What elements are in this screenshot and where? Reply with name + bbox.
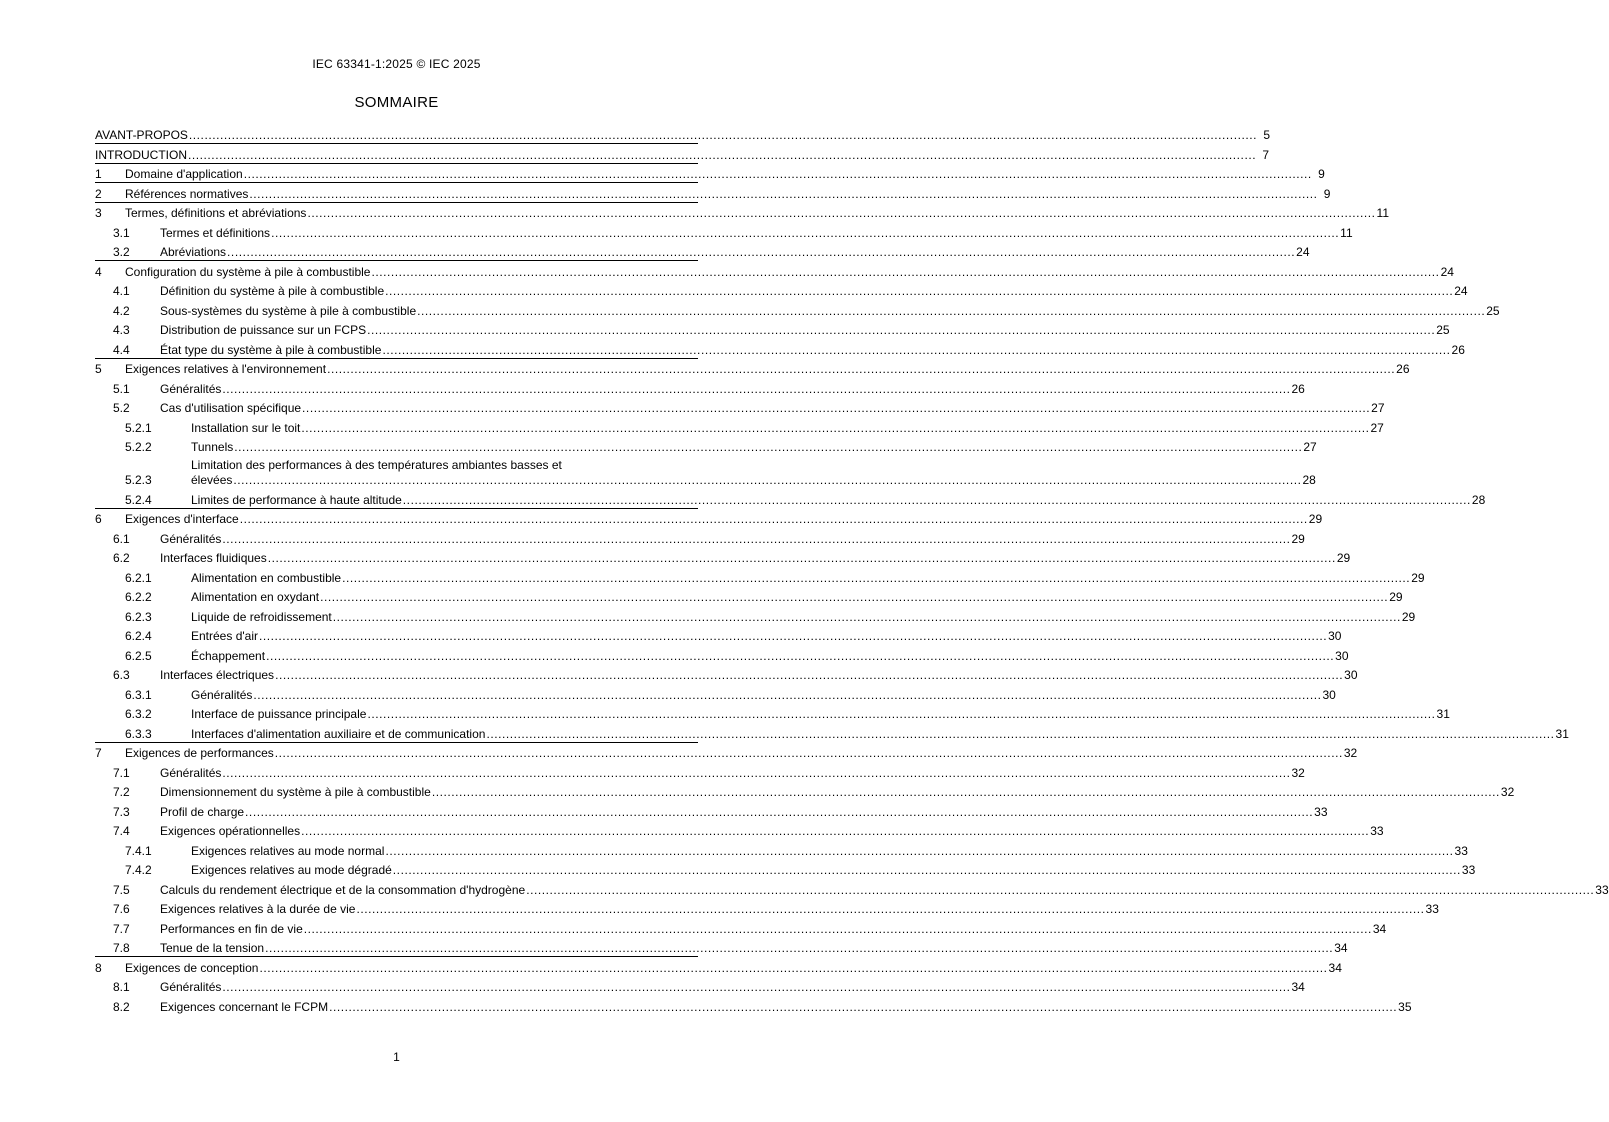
toc-leader-dots — [265, 941, 1333, 956]
toc-entry-page: 26 — [1396, 362, 1410, 376]
toc-entry-page: 29 — [1291, 531, 1305, 546]
toc-leader-dots — [371, 265, 1439, 280]
toc-entry-title: Termes, définitions et abréviations — [125, 206, 307, 220]
toc-entry-title: Exigences de conception — [125, 960, 259, 975]
toc-entry[interactable] — [95, 417, 1384, 437]
toc-entry-title: Généralités — [191, 687, 253, 702]
toc-entry-page: 27 — [1303, 440, 1317, 454]
toc-entry-number: 7.6 — [113, 902, 130, 916]
toc-leader-dots — [222, 980, 1290, 995]
toc-leader-dots — [266, 649, 1334, 664]
toc-leader-dots — [342, 571, 1410, 586]
toc-entry-page: 33 — [1454, 843, 1468, 858]
toc-leader-dots — [222, 382, 1290, 397]
toc-entry[interactable] — [95, 977, 1305, 997]
toc-leader-dots — [367, 707, 1435, 722]
toc-entry[interactable] — [95, 879, 1609, 899]
toc-leader-dots — [188, 148, 1256, 163]
toc-leader-dots — [253, 688, 1321, 703]
toc-entry[interactable] — [95, 606, 1416, 626]
toc-entry[interactable] — [95, 762, 1305, 782]
toc-entry-page: 26 — [1291, 381, 1305, 396]
toc-entry[interactable] — [95, 918, 1387, 938]
page-number: 1 — [393, 1050, 400, 1064]
toc-entry-number: 6.2.4 — [125, 629, 152, 643]
toc-entry-title: Généralités — [160, 531, 222, 546]
toc-entry-title: Abréviations — [160, 245, 227, 259]
toc-entry-number: 6.2 — [113, 551, 130, 565]
toc-entry-title: Généralités — [160, 765, 222, 780]
toc-entry-page: 32 — [1500, 785, 1515, 799]
toc-entry[interactable] — [95, 320, 1450, 340]
toc-leader-dots — [240, 512, 1308, 527]
toc-entry[interactable] — [95, 840, 1468, 860]
toc-entry[interactable] — [95, 144, 1270, 164]
toc-entry-page: 9 — [1323, 186, 1331, 201]
toc-entry-page: 32 — [1343, 746, 1358, 760]
toc-leader-dots — [367, 323, 1435, 338]
toc-entry-number: 5.2.1 — [125, 420, 152, 435]
toc-entry-page: 29 — [1389, 590, 1403, 604]
toc-entry-title: État type du système à pile à combustible — [160, 342, 382, 357]
toc-entry-title: Exigences relatives au mode normal — [191, 843, 385, 858]
toc-entry-page: 30 — [1335, 648, 1349, 663]
toc-entry-page: 34 — [1291, 980, 1305, 994]
toc-entry[interactable] — [95, 782, 1515, 802]
toc-entry[interactable] — [95, 398, 1385, 418]
toc-entry-title: Tunnels — [191, 440, 234, 454]
toc-entry-title: Performances en fin de vie — [160, 921, 303, 936]
toc-entry[interactable] — [95, 938, 1348, 958]
toc-leader-dots — [526, 883, 1594, 898]
toc-entry-title: Liquide de refroidissement — [191, 609, 332, 624]
toc-entry-number: 5 — [95, 362, 102, 376]
toc-leader-dots — [327, 362, 1395, 377]
toc-entry[interactable] — [95, 801, 1328, 821]
toc-entry-number: 6.3.3 — [125, 726, 152, 741]
toc-leader-dots — [227, 245, 1295, 260]
toc-entry-title: Échappement — [191, 648, 266, 663]
toc-entry[interactable] — [95, 122, 1270, 144]
toc-entry[interactable] — [95, 567, 1425, 587]
toc-entry-page: 29 — [1336, 551, 1351, 565]
toc-leader-dots — [356, 902, 1424, 917]
toc-entry[interactable] — [95, 509, 1323, 529]
toc-entry[interactable] — [95, 860, 1476, 880]
toc-entry[interactable] — [95, 437, 1317, 457]
toc-entry-number: 5.2.2 — [125, 440, 152, 454]
toc-entry-title: AVANT-PROPOS — [95, 128, 188, 142]
toc-entry[interactable] — [95, 548, 1351, 568]
toc-entry-number: 8.1 — [113, 980, 130, 994]
toc-entry-number: 2 — [95, 186, 102, 201]
toc-entry-title: Définition du système à pile à combustible — [160, 284, 385, 298]
toc-entry-page: 31 — [1555, 726, 1569, 741]
toc-leader-dots — [222, 532, 1290, 547]
toc-entry-title: Généralités — [160, 381, 222, 396]
toc-entry[interactable] — [95, 645, 1349, 665]
toc-entry-page: 25 — [1436, 323, 1450, 337]
toc-entry[interactable] — [95, 261, 1454, 281]
toc-entry-number: 1 — [95, 167, 102, 181]
toc-entry-number: 6.2.3 — [125, 609, 152, 624]
toc-entry[interactable] — [95, 456, 1316, 489]
toc-entry-number: 5.2.3 — [125, 473, 152, 487]
toc-entry-title: Alimentation en combustible — [191, 570, 342, 585]
toc-entry-page: 9 — [1318, 167, 1325, 181]
toc-entry-title: Installation sur le toit — [191, 420, 301, 435]
toc-entry-page: 34 — [1372, 921, 1387, 936]
toc-entry-number: 7 — [95, 746, 102, 760]
toc-entry[interactable] — [95, 164, 1325, 184]
toc-leader-dots — [333, 610, 1401, 625]
toc-leader-dots — [222, 766, 1290, 781]
toc-entry-page: 30 — [1328, 629, 1342, 643]
toc-entry-page: 32 — [1291, 765, 1305, 780]
toc-entry-page: 7 — [1262, 147, 1270, 162]
toc-entry-title: Termes et définitions — [160, 225, 271, 240]
toc-entry-title: Sous-systèmes du système à pile à combustible — [160, 303, 417, 318]
table-of-contents — [95, 122, 1609, 1016]
toc-entry-number: 6.2.5 — [125, 648, 152, 663]
toc-entry-page: 27 — [1371, 401, 1385, 415]
toc-entry-page: 30 — [1322, 687, 1336, 702]
toc-leader-dots — [301, 421, 1369, 436]
toc-entry-title: Dimensionnement du système à pile à combustible — [160, 785, 431, 799]
toc-entry[interactable] — [95, 300, 1500, 320]
toc-entry[interactable] — [95, 821, 1384, 841]
toc-entry-number: 6.1 — [113, 531, 130, 546]
toc-entry-number: 4.2 — [113, 303, 130, 318]
toc-entry-number: 6.2.1 — [125, 570, 152, 585]
toc-entry-number: 7.1 — [113, 765, 130, 780]
toc-entry-page: 35 — [1398, 999, 1412, 1014]
toc-entry-number: 7.7 — [113, 921, 130, 936]
toc-entry-number: 6.3 — [113, 668, 130, 682]
toc-leader-dots — [403, 493, 1471, 508]
toc-entry-number: 5.2.4 — [125, 492, 152, 507]
toc-entry-page: 33 — [1425, 902, 1439, 916]
toc-entry-page: 11 — [1340, 225, 1353, 240]
toc-entry-number: 4 — [95, 264, 102, 279]
toc-entry-title-continued: élevées — [191, 473, 233, 487]
toc-entry-page: 29 — [1401, 609, 1416, 624]
toc-entry[interactable] — [95, 626, 1342, 646]
toc-entry-page: 24 — [1440, 264, 1454, 279]
toc-entry-title: Profil de charge — [160, 804, 245, 819]
toc-leader-dots — [304, 922, 1372, 937]
toc-entry[interactable] — [95, 743, 1358, 763]
toc-leader-dots — [302, 401, 1370, 416]
toc-entry-number: 7.3 — [113, 804, 130, 819]
toc-entry-page: 28 — [1471, 492, 1486, 507]
toc-entry-page: 33 — [1314, 804, 1328, 819]
toc-entry[interactable] — [95, 378, 1305, 398]
toc-leader-dots — [271, 226, 1339, 241]
toc-leader-dots — [432, 785, 1500, 800]
toc-entry-number: 3.1 — [113, 225, 130, 240]
toc-entry-title: Interfaces d'alimentation auxiliaire et de communication — [191, 726, 486, 741]
toc-entry[interactable] — [95, 242, 1310, 262]
toc-leader-dots — [320, 590, 1388, 605]
toc-entry-page: 28 — [1302, 473, 1316, 487]
page-header: IEC 63341-1:2025 © IEC 2025 — [312, 57, 481, 71]
toc-entry-title: Généralités — [160, 980, 222, 994]
toc-entry-page: 31 — [1436, 707, 1450, 721]
toc-leader-dots — [382, 343, 1450, 358]
toc-leader-dots — [275, 746, 1343, 761]
toc-entry-title: Domaine d'application — [125, 167, 243, 181]
toc-entry-title: Limites de performance à haute altitude — [191, 492, 402, 507]
toc-title: SOMMAIRE — [354, 94, 439, 111]
toc-entry-title: Interfaces fluidiques — [160, 551, 267, 565]
toc-entry-title: Exigences concernant le FCPM — [160, 999, 329, 1014]
toc-entry-title: Tenue de la tension — [160, 941, 265, 955]
toc-entry-page: 33 — [1461, 863, 1476, 877]
toc-entry[interactable] — [95, 359, 1410, 379]
toc-leader-dots — [259, 961, 1327, 976]
toc-entry-number: 6.3.1 — [125, 687, 152, 702]
toc-entry-page: 33 — [1595, 882, 1609, 897]
toc-entry-title: Limitation des performances à des températures ambiantes basses et — [191, 458, 562, 472]
toc-entry-number: 7.5 — [113, 882, 130, 897]
toc-entry[interactable] — [95, 203, 1389, 223]
toc-leader-dots — [249, 187, 1317, 202]
toc-entry-number: 7.2 — [113, 785, 130, 799]
toc-entry-title: Alimentation en oxydant — [191, 590, 320, 604]
toc-entry-page: 11 — [1376, 206, 1389, 220]
toc-entry-page: 27 — [1370, 420, 1384, 435]
toc-entry[interactable] — [95, 665, 1358, 685]
toc-entry-title: Calculs du rendement électrique et de la consommation d'hydrogène — [160, 882, 526, 897]
toc-entry-number: 5.2 — [113, 401, 130, 415]
toc-entry-number: 7.4 — [113, 824, 130, 838]
toc-leader-dots — [268, 551, 1336, 566]
toc-entry-title: Interfaces électriques — [160, 668, 275, 682]
toc-entry[interactable] — [95, 528, 1305, 548]
toc-entry[interactable] — [95, 996, 1412, 1016]
toc-entry[interactable] — [95, 899, 1439, 919]
toc-leader-dots — [244, 167, 1312, 182]
toc-entry-page: 30 — [1344, 668, 1358, 682]
toc-entry-title: INTRODUCTION — [95, 147, 187, 162]
toc-leader-dots — [385, 844, 1453, 859]
toc-leader-dots — [307, 206, 1375, 221]
toc-entry-number: 4.3 — [113, 323, 130, 337]
toc-entry-page: 5 — [1263, 128, 1270, 142]
toc-leader-dots — [259, 629, 1327, 644]
toc-leader-dots — [393, 863, 1461, 878]
toc-entry[interactable] — [95, 704, 1450, 724]
toc-leader-dots — [385, 284, 1453, 299]
toc-entry-number: 6 — [95, 512, 102, 526]
toc-entry-number: 6.2.2 — [125, 590, 152, 604]
toc-entry-title: Exigences relatives à l'environnement — [125, 362, 327, 376]
toc-leader-dots — [301, 824, 1369, 839]
toc-entry[interactable] — [95, 222, 1353, 242]
toc-entry-title: Configuration du système à pile à combustible — [125, 264, 371, 279]
toc-entry-title: Interface de puissance principale — [191, 707, 367, 721]
toc-leader-dots — [234, 440, 1302, 455]
toc-leader-dots — [275, 668, 1343, 683]
toc-leader-dots — [245, 805, 1313, 820]
toc-leader-dots — [417, 304, 1485, 319]
toc-entry-title: Exigences d'interface — [125, 512, 239, 526]
toc-entry-page: 24 — [1296, 245, 1310, 259]
toc-entry[interactable] — [95, 684, 1336, 704]
toc-entry-page: 29 — [1308, 512, 1323, 526]
toc-leader-dots — [233, 473, 1301, 488]
toc-entry-title: Cas d'utilisation spécifique — [160, 401, 302, 415]
toc-entry[interactable] — [95, 281, 1468, 301]
toc-entry-title: Distribution de puissance sur un FCPS — [160, 323, 367, 337]
toc-entry-title: Exigences relatives à la durée de vie — [160, 902, 356, 916]
toc-entry-page: 34 — [1328, 960, 1342, 975]
toc-entry-page: 24 — [1454, 284, 1468, 298]
toc-entry-title: Exigences opérationnelles — [160, 824, 301, 838]
toc-entry-page: 34 — [1334, 941, 1348, 955]
toc-entry-title: Exigences relatives au mode dégradé — [191, 863, 392, 877]
toc-entry-number: 4.1 — [113, 284, 130, 298]
toc-entry-page: 33 — [1370, 824, 1384, 838]
toc-entry[interactable] — [95, 587, 1403, 607]
toc-entry[interactable] — [95, 957, 1342, 977]
toc-entry-number: 8 — [95, 960, 102, 975]
toc-entry[interactable] — [95, 339, 1465, 359]
toc-entry-number: 7.4.1 — [125, 843, 152, 858]
toc-entry-number: 8.2 — [113, 999, 130, 1014]
toc-entry-number: 5.1 — [113, 381, 130, 396]
toc-entry-title: Entrées d'air — [191, 629, 258, 643]
toc-entry-page: 26 — [1451, 342, 1465, 357]
toc-entry-page: 25 — [1486, 303, 1500, 318]
toc-entry-number: 3.2 — [113, 245, 130, 259]
toc-leader-dots — [189, 128, 1257, 143]
toc-entry[interactable] — [95, 489, 1486, 509]
toc-entry-number: 7.8 — [113, 941, 130, 955]
toc-entry-title: Exigences de performances — [125, 746, 274, 760]
toc-entry-number: 3 — [95, 206, 102, 220]
toc-entry-number: 6.3.2 — [125, 707, 152, 721]
toc-entry-page: 29 — [1411, 570, 1425, 585]
toc-entry[interactable] — [95, 183, 1331, 203]
toc-leader-dots — [329, 1000, 1397, 1015]
toc-entry-number: 4.4 — [113, 342, 130, 357]
toc-entry[interactable] — [95, 723, 1569, 743]
toc-entry-number: 7.4.2 — [125, 863, 152, 877]
toc-entry-title: Références normatives — [125, 186, 249, 201]
toc-leader-dots — [486, 727, 1554, 742]
